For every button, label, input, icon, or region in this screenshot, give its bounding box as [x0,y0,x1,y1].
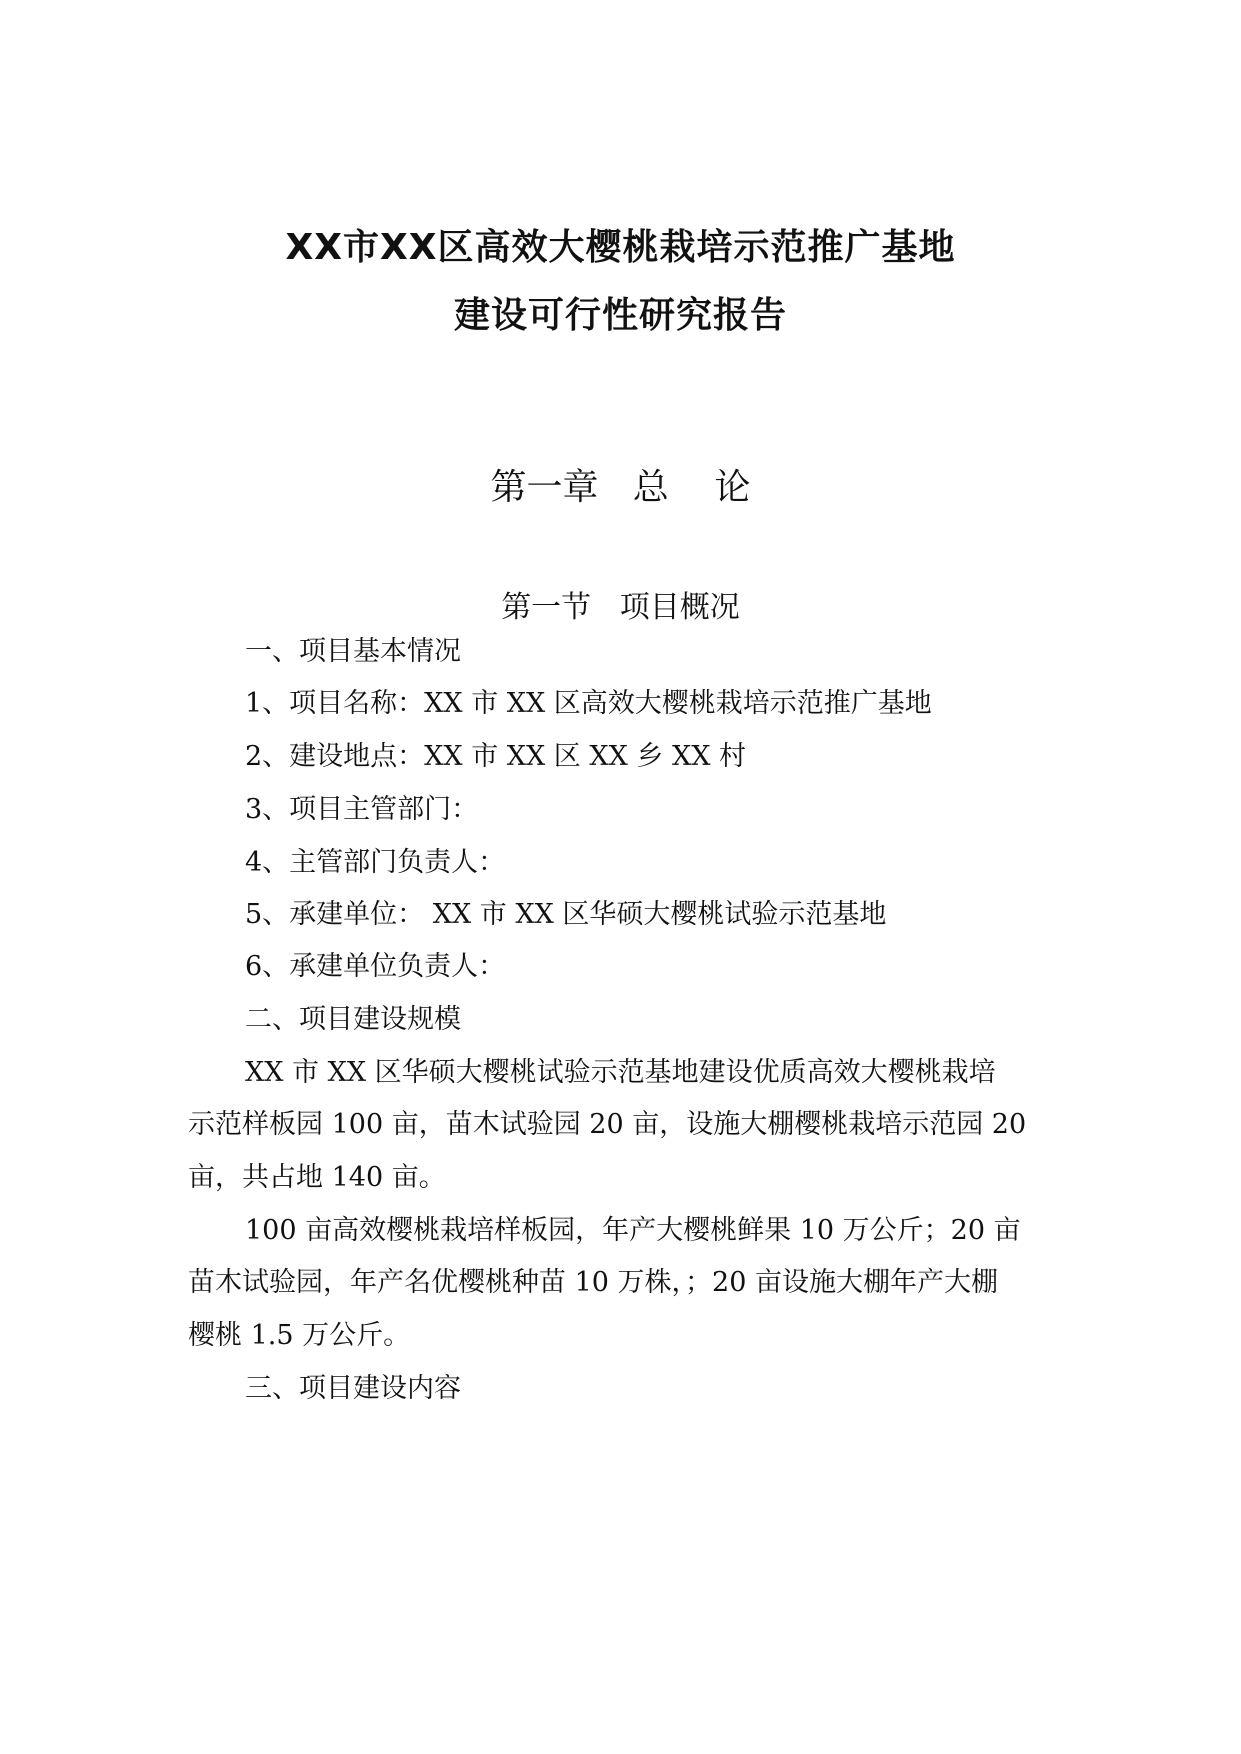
basic-info-item: 4、主管部门负责人： [245,847,506,878]
scale-paragraph-1-line: XX 市 XX 区华硕大樱桃试验示范基地建设优质高效大樱桃栽培 [245,1057,996,1088]
scale-heading: 二、项目建设规模 [245,1004,461,1035]
basic-info-item: 2、建设地点：XX 市 XX 区 XX 乡 XX 村 [245,741,747,772]
scale-paragraph-2-line: 樱桃 1.5 万公斤。 [188,1320,411,1351]
basic-info-heading: 一、项目基本情况 [245,636,461,667]
basic-info-item: 3、项目主管部门： [245,794,479,825]
report-title-line-1: XX市XX区高效大樱桃栽培示范推广基地 [285,227,956,268]
chapter-heading: 第一章 总 论 [490,467,751,508]
scale-paragraph-2-line: 100 亩高效樱桃栽培样板园，年产大樱桃鲜果 10 万公斤；20 亩 [245,1215,1021,1246]
scale-paragraph-1-line: 亩，共占地 140 亩。 [188,1162,446,1193]
scale-paragraph-1-line: 示范样板园 100 亩，苗木试验园 20 亩，设施大棚樱桃栽培示范园 20 [188,1109,1027,1140]
content-heading: 三、项目建设内容 [245,1373,461,1404]
basic-info-item: 5、承建单位： XX 市 XX 区华硕大樱桃试验示范基地 [245,899,887,930]
report-title-line-2: 建设可行性研究报告 [453,295,787,336]
scale-paragraph-2-line: 苗木试验园，年产名优樱桃种苗 10 万株，；20 亩设施大棚年产大棚 [188,1267,998,1298]
basic-info-item: 1、项目名称：XX 市 XX 区高效大樱桃栽培示范推广基地 [245,688,932,719]
section-heading: 第一节 项目概况 [501,590,740,625]
basic-info-item: 6、承建单位负责人： [245,951,506,982]
